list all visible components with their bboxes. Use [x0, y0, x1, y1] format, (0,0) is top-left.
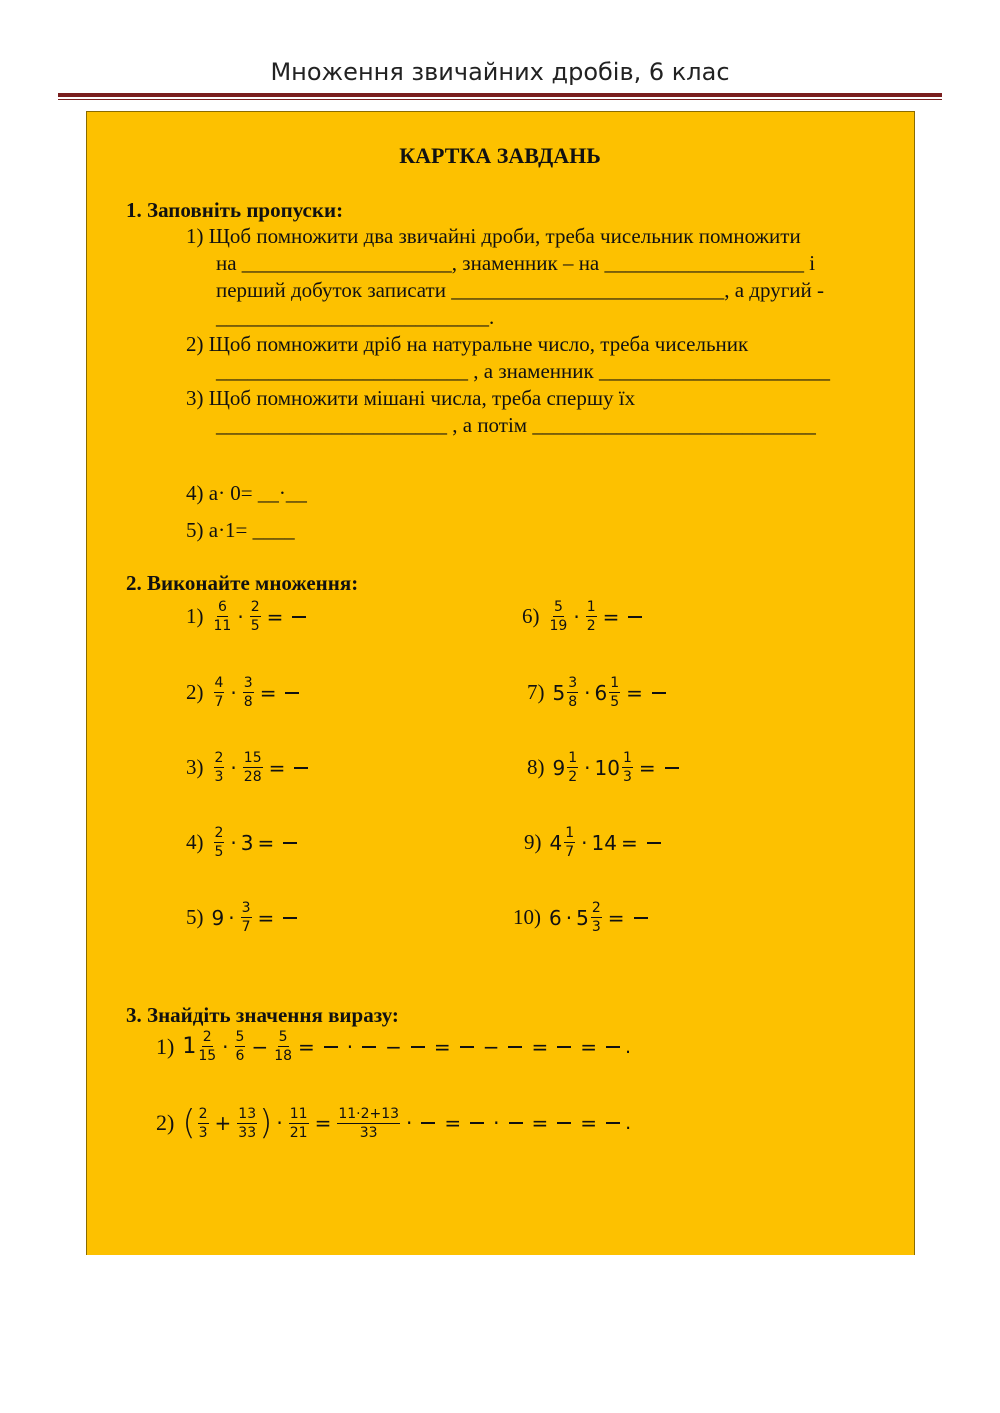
item-number: 2): [156, 1110, 175, 1135]
fraction: 1 7: [565, 825, 575, 860]
fraction: 5 6: [235, 1029, 245, 1064]
equals-sign: =: [259, 680, 277, 705]
multiply-sign: ·: [493, 1111, 500, 1135]
fraction: 5 19: [549, 599, 568, 634]
equals-sign: =: [298, 1034, 315, 1059]
item-number: 9): [524, 830, 542, 854]
whole-number: 10: [594, 755, 620, 780]
task2-item-8: [527, 751, 684, 784]
equals-sign: =: [602, 604, 620, 629]
equals-sign: =: [531, 1034, 549, 1059]
task2-item-3: [186, 751, 313, 784]
item-number: 6): [522, 604, 540, 628]
item-number: 2): [186, 680, 204, 704]
whole-number: 6: [594, 680, 608, 705]
equals-sign: =: [268, 755, 286, 780]
multiply-sign: ·: [346, 1034, 354, 1059]
task1-line: перший добуток записати __________________________, а другий -: [216, 278, 825, 302]
answer-blank: [324, 1046, 338, 1048]
task1-line: 4) a· 0= __·__: [186, 481, 307, 505]
multiply-sign: ·: [584, 755, 591, 780]
equals-sign: =: [638, 755, 656, 780]
answer-blank: [652, 692, 666, 694]
item-number: 1): [156, 1033, 175, 1059]
multiply-sign: ·: [222, 1034, 229, 1059]
task1-line: на ____________________, знаменник – на ___________________ і: [216, 251, 816, 275]
answer-blank: [509, 1122, 523, 1124]
multiply-sign: ·: [230, 755, 237, 780]
equals-sign: =: [607, 905, 625, 930]
multiply-sign: ·: [237, 604, 244, 629]
answer-blank: [292, 616, 306, 618]
task1-line: ________________________ , а знаменник ______________________: [216, 359, 830, 383]
fraction: $\frac{1}{2}$: [586, 599, 596, 634]
item-number: 8): [527, 755, 545, 779]
minus-sign: −: [251, 1034, 269, 1059]
equals-sign: =: [266, 604, 284, 629]
minus-sign: −: [385, 1034, 402, 1059]
answer-blank: [460, 1046, 474, 1048]
item-number: 5): [186, 905, 204, 929]
item-number: 7): [527, 680, 545, 704]
task2-item-10: [513, 901, 653, 934]
minus-sign: −: [482, 1034, 500, 1059]
task1-line: __________________________.: [216, 305, 495, 329]
fraction: $\frac{13}{33}$: [238, 1105, 257, 1141]
task3-heading: 3. Знайдіть значення виразу:: [126, 1003, 399, 1027]
whole-number: 6: [549, 905, 562, 930]
equals-sign: =: [531, 1111, 549, 1135]
answer-blank: [411, 1046, 425, 1048]
whole-number: 5: [576, 905, 589, 930]
fraction: $\frac{2}{5}$: [250, 599, 260, 634]
fraction: 4 7: [214, 675, 224, 710]
answer-blank: [283, 842, 297, 844]
answer-blank: [470, 1122, 484, 1124]
fraction: $\frac{2}{3}$: [591, 900, 601, 935]
task2-item-9: [524, 826, 666, 859]
fraction: 3 8: [568, 675, 578, 710]
answer-blank: [294, 767, 308, 769]
fraction: 2 3: [214, 750, 224, 785]
whole-number: 9: [552, 755, 566, 780]
header-rule-thick: [58, 93, 942, 97]
task3-expression-2: 2) ( 2 3 + $\frac{13}{33}$ ) · $\frac{11}{21}$ = $\frac{11\cdot 2+13}{33}$ · = · = = .: [156, 1103, 632, 1143]
task1-line: 2) Щоб помножити дріб на натуральне число, треба чисельник: [186, 332, 749, 356]
answer-blank: [606, 1122, 620, 1124]
fraction: 6 11: [213, 599, 232, 634]
item-number: 4): [186, 830, 204, 854]
equals-sign: =: [580, 1034, 597, 1059]
item-number: 1): [186, 604, 204, 628]
item-number: 10): [513, 905, 541, 929]
equals-sign: =: [444, 1111, 462, 1135]
answer-blank: [285, 692, 299, 694]
fraction: 2 15: [198, 1029, 217, 1064]
equals-sign: =: [580, 1111, 598, 1135]
task1-heading: 1. Заповніть пропуски:: [126, 198, 344, 222]
task2-item-1: [186, 600, 311, 633]
left-parenthesis: (: [182, 1103, 196, 1143]
answer-blank: [557, 1046, 571, 1048]
answer-blank: [647, 842, 661, 844]
task2-heading: 2. Виконайте множення:: [126, 571, 359, 595]
fraction: $\frac{3}{7}$: [241, 900, 251, 935]
task2-item-7: [527, 676, 671, 709]
right-parenthesis: ): [259, 1103, 273, 1143]
fraction: $\frac{11}{21}$: [289, 1105, 308, 1141]
task3-expression-1: 1) 1 2 15 · 5 6 − $\frac{5}{18}$ = · − = − = = .: [156, 1029, 632, 1064]
fraction: $\frac{5}{18}$: [274, 1029, 293, 1064]
equals-sign: =: [314, 1111, 332, 1135]
fraction: $\frac{3}{8}$: [243, 675, 253, 710]
multiply-sign: ·: [584, 680, 591, 705]
fraction: $\frac{1}{3}$: [622, 750, 632, 785]
answer-blank: [634, 917, 648, 919]
equals-sign: =: [257, 830, 275, 855]
answer-blank: [362, 1046, 376, 1048]
card-title: КАРТКА ЗАВДАНЬ: [399, 143, 601, 168]
equals-sign: =: [626, 680, 643, 705]
fraction: 2 5: [214, 825, 224, 860]
multiply-sign: ·: [573, 604, 580, 629]
page-header-title: Множення звичайних дробів, 6 клас: [270, 58, 730, 86]
whole-number: 9: [211, 905, 225, 930]
answer-blank: [628, 616, 642, 618]
answer-blank: [508, 1046, 522, 1048]
whole-number: 3: [240, 830, 254, 855]
equals-sign: =: [433, 1034, 451, 1059]
multiply-sign: ·: [581, 830, 588, 855]
task1-line: 3) Щоб помножити мішані числа, треба спершу їх: [186, 386, 636, 410]
task2-item-6: [522, 600, 647, 633]
fraction: $\frac{15}{28}$: [243, 750, 262, 785]
equals-sign: =: [257, 905, 275, 930]
item-number: 3): [186, 755, 204, 779]
answer-blank: [665, 767, 679, 769]
task1-line: 1) Щоб помножити два звичайні дроби, треба чисельник помножити: [186, 224, 801, 248]
answer-blank: [283, 917, 297, 919]
task1-line: ______________________ , а потім ___________________________: [216, 413, 816, 437]
task1-line: 5) a·1= ____: [186, 518, 295, 542]
whole-number: 4: [549, 830, 563, 855]
answer-blank: [421, 1122, 435, 1124]
fraction: 1 2: [568, 750, 578, 785]
fraction: $\frac{1}{5}$: [610, 675, 620, 710]
task2-item-5: [186, 901, 302, 934]
whole-number: 5: [552, 680, 566, 705]
whole-number: 1: [182, 1034, 197, 1059]
answer-blank: [606, 1046, 620, 1048]
multiply-sign: ·: [276, 1111, 283, 1135]
multiply-sign: ·: [406, 1111, 413, 1135]
whole-number: 14: [591, 830, 617, 855]
plus-sign: +: [214, 1111, 232, 1135]
multiply-sign: ·: [228, 905, 235, 930]
header-rule-thin: [58, 99, 942, 100]
multiply-sign: ·: [230, 680, 237, 705]
equals-sign: =: [620, 830, 638, 855]
fraction: 2 3: [198, 1105, 208, 1141]
multiply-sign: ·: [230, 830, 237, 855]
answer-blank: [557, 1122, 571, 1124]
task2-item-2: [186, 676, 304, 709]
multiply-sign: ·: [565, 905, 573, 930]
task2-item-4: [186, 826, 302, 859]
fraction: $\frac{11\cdot 2+13}{33}$: [338, 1105, 400, 1141]
